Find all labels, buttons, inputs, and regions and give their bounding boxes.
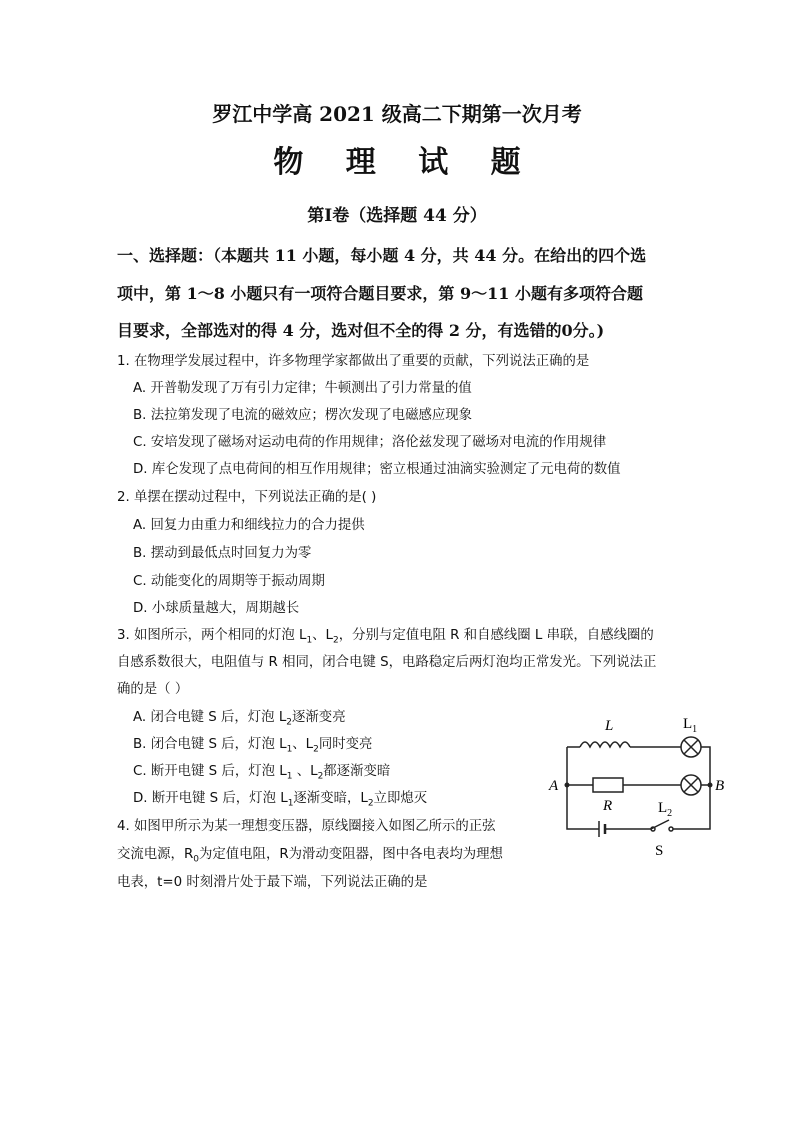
inductor-label: L <box>605 718 614 734</box>
school-exam-title: 罗江中学高 2021 级高二下期第一次月考 <box>212 102 582 126</box>
node-b-label: B <box>715 778 725 794</box>
q3-circuit-diagram <box>545 712 730 862</box>
q2-stem: 2. 单摆在摆动过程中，下列说法正确的是( ) <box>117 490 377 505</box>
lamp-l1-label: $L_1$ <box>683 716 698 735</box>
q3-option-c: C. 断开电键 S 后，灯泡 $L_1$ 、$L_2$都逐渐变暗 <box>133 764 391 782</box>
q1-option-a: A. 开普勒发现了万有引力定律；牛顿测出了引力常量的值 <box>133 381 472 396</box>
lamp-l2-label: $L_2$ <box>658 800 673 819</box>
q2-option-a: A. 回复力由重力和细线拉力的合力提供 <box>133 518 365 533</box>
section-instruction-line-2: 项中，第 1～8 小题只有一项符合题目要求，第 9～11 小题有多项符合题 <box>117 284 643 303</box>
q3-option-d: D. 断开电键 S 后，灯泡 $L_1$逐渐变暗，$L_2$立即熄灭 <box>133 791 428 809</box>
resistor-r <box>593 778 623 792</box>
node-b-dot <box>708 783 713 788</box>
section-instruction-line-3: 目要求，全部选对的得 4 分，选对但不全的得 2 分，有选错的0分。) <box>117 321 605 340</box>
node-a-dot <box>565 783 570 788</box>
q3-stem-line-1: 3. 如图所示，两个相同的灯泡 $L_1$、$L_2$，分别与定值电阻 R 和自感线圈 L 串联，自感线圈的 <box>117 628 654 646</box>
q4-stem-line-1: 4. 如图甲所示为某一理想变压器，原线圈接入如图乙所示的正弦 <box>117 819 496 834</box>
subject-title: 物 理 试 题 <box>273 145 537 180</box>
q3-option-a: A. 闭合电键 S 后，灯泡 $L_2$逐渐变亮 <box>133 710 346 728</box>
q1-option-c: C. 安培发现了磁场对运动电荷的作用规律；洛伦兹发现了磁场对电流的作用规律 <box>133 435 607 450</box>
q3-option-b: B. 闭合电键 S 后，灯泡 $L_1$、$L_2$同时变亮 <box>133 737 373 755</box>
q2-option-d: D. 小球质量越大，周期越长 <box>133 601 300 616</box>
resistor-label: R <box>603 798 613 814</box>
q4-stem-line-2: 交流电源，$R_0$为定值电阻，R为滑动变阻器，图中各电表均为理想 <box>117 847 503 865</box>
q3-stem-line-2: 自感系数很大，电阻值与 R 相同，闭合电键 S，电路稳定后两灯泡均正常发光。下列说法正 <box>117 655 657 670</box>
q2-option-c: C. 动能变化的周期等于振动周期 <box>133 574 325 589</box>
q2-option-b: B. 摆动到最低点时回复力为零 <box>133 546 312 561</box>
q1-option-d: D. 库仑发现了点电荷间的相互作用规律；密立根通过油滴实验测定了元电荷的数值 <box>133 462 621 477</box>
section-instruction-line-1: 一、选择题：（本题共 11 小题，每小题 4 分，共 44 分。在给出的四个选 <box>117 246 647 265</box>
q1-stem: 1. 在物理学发展过程中，许多物理学家都做出了重要的贡献，下列说法正确的是 <box>117 354 590 369</box>
inductor-coil <box>580 742 630 747</box>
q1-option-b: B. 法拉第发现了电流的磁效应；楞次发现了电磁感应现象 <box>133 408 473 423</box>
volume-title: 第Ⅰ卷（选择题 44 分） <box>307 206 487 226</box>
q3-stem-line-3: 确的是（ ） <box>117 682 189 697</box>
switch-label: S <box>655 843 664 859</box>
node-a-label: A <box>549 778 559 794</box>
q4-stem-line-3: 电表，t=0 时刻滑片处于最下端，下列说法正确的是 <box>117 875 428 890</box>
